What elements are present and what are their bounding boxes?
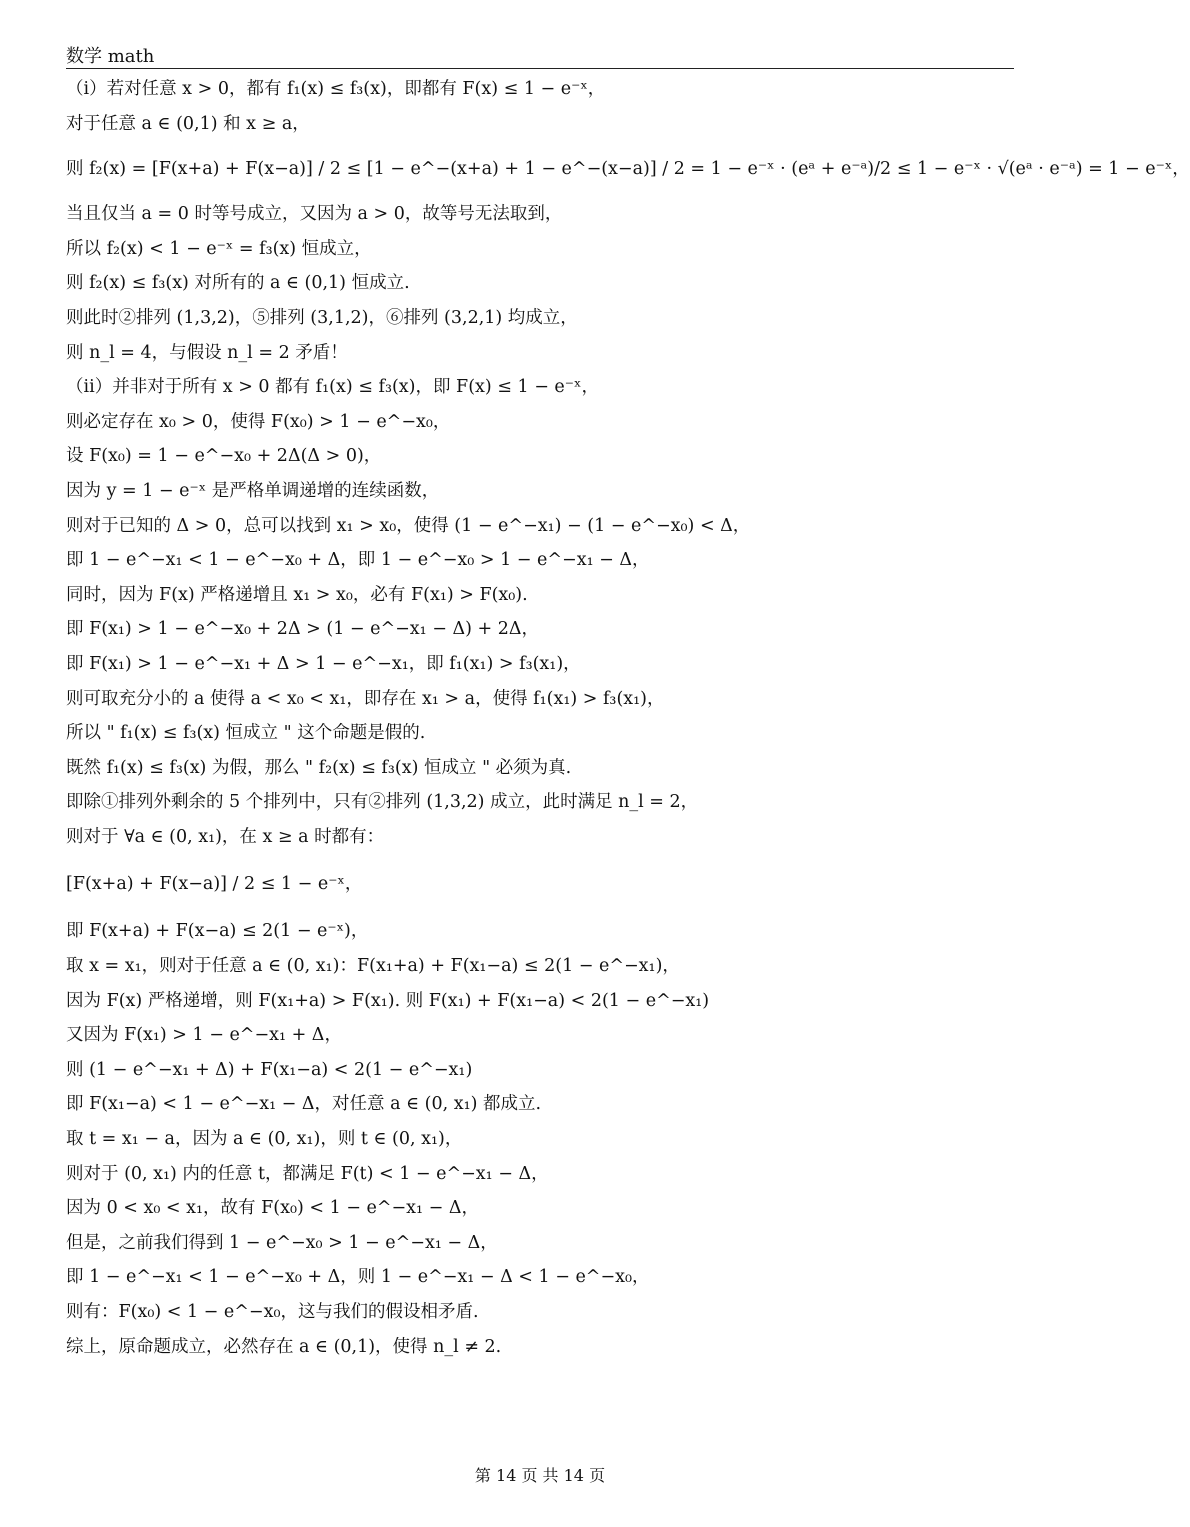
text-line: 所以 " f₁(x) ≤ f₃(x) 恒成立 " 这个命题是假的. xyxy=(66,723,426,744)
page-number: 第 14 页 共 14 页 xyxy=(474,1466,606,1485)
text-line: 则 f₂(x) = [F(x+a) + F(x−a)] / 2 ≤ [1 − e^−(x+a) + 1 − e^−(x−a)] / 2 = 1 − e⁻ˣ · (eᵃ + e⁻ᵃ)/2 ≤ 1 − e⁻ˣ · √(eᵃ · e⁻ᵃ) = 1 − e⁻ˣ， xyxy=(66,159,1190,180)
text-line: 因为 F(x) 严格递增，则 F(x₁+a) > F(x₁). 则 F(x₁) + F(x₁−a) < 2(1 − e^−x₁) xyxy=(66,990,710,1011)
text-line: （i）若对任意 x > 0，都有 f₁(x) ≤ f₃(x)，即都有 F(x) ≤ 1 − e⁻ˣ， xyxy=(66,79,606,99)
text-line: 则 (1 − e^−x₁ + Δ) + F(x₁−a) < 2(1 − e^−x₁) xyxy=(66,1059,473,1080)
text-line: 则此时②排列 (1,3,2)，⑤排列 (3,1,2)，⑥排列 (3,2,1) 均成立， xyxy=(66,307,578,328)
text-line: 则对于已知的 Δ > 0，总可以找到 x₁ > x₀，使得 (1 − e^−x₁) − (1 − e^−x₀) < Δ， xyxy=(66,515,751,536)
text-line: 同时，因为 F(x) 严格递增且 x₁ > x₀，必有 F(x₁) > F(x₀). xyxy=(66,584,528,605)
page-footer xyxy=(0,1463,1080,1486)
text-line: 当且仅当 a = 0 时等号成立，又因为 a > 0，故等号无法取到， xyxy=(66,204,563,225)
document-body xyxy=(66,72,1190,1364)
text-line: （ii）并非对于所有 x > 0 都有 f₁(x) ≤ f₃(x)，即 F(x) ≤ 1 − e⁻ˣ， xyxy=(66,377,599,398)
text-line: 即 F(x₁) > 1 − e^−x₀ + 2Δ > (1 − e^−x₁ − Δ) + 2Δ， xyxy=(66,619,540,640)
text-line: 则 n_l = 4，与假设 n_l = 2 矛盾！ xyxy=(66,342,348,363)
text-line: [F(x+a) + F(x−a)] / 2 ≤ 1 − e⁻ˣ， xyxy=(66,874,363,895)
text-line: 设 F(x₀) = 1 − e^−x₀ + 2Δ(Δ > 0)， xyxy=(66,446,382,467)
text-line: 则对于 ∀a ∈ (0, x₁)，在 x ≥ a 时都有： xyxy=(66,826,385,847)
text-line: 即 F(x+a) + F(x−a) ≤ 2(1 − e⁻ˣ)， xyxy=(66,921,369,942)
text-line: 则对于 (0, x₁) 内的任意 t，都满足 F(t) < 1 − e^−x₁ − Δ， xyxy=(66,1163,549,1184)
text-line: 对于任意 a ∈ (0,1) 和 x ≥ a， xyxy=(66,113,310,134)
text-line: 取 t = x₁ − a，因为 a ∈ (0, x₁)，则 t ∈ (0, x₁)， xyxy=(66,1129,463,1150)
text-line: 即除①排列外剩余的 5 个排列中，只有②排列 (1,3,2) 成立，此时满足 n_l = 2， xyxy=(66,792,699,813)
text-line: 因为 y = 1 − e⁻ˣ 是严格单调递增的连续函数， xyxy=(66,480,440,501)
text-line: 即 F(x₁) > 1 − e^−x₁ + Δ > 1 − e^−x₁，即 f₁(x₁) > f₃(x₁)， xyxy=(66,653,581,674)
text-line: 则 f₂(x) ≤ f₃(x) 对所有的 a ∈ (0,1) 恒成立. xyxy=(66,273,410,294)
text-line: 所以 f₂(x) < 1 − e⁻ˣ = f₃(x) 恒成立， xyxy=(66,238,372,259)
text-line: 即 F(x₁−a) < 1 − e^−x₁ − Δ，对任意 a ∈ (0, x₁) 都成立. xyxy=(66,1094,542,1115)
text-line: 取 x = x₁，则对于任意 a ∈ (0, x₁)：F(x₁+a) + F(x₁−a) ≤ 2(1 − e^−x₁)， xyxy=(66,956,680,977)
page-header xyxy=(66,40,1014,69)
text-line: 则有：F(x₀) < 1 − e^−x₀，这与我们的假设相矛盾. xyxy=(66,1302,479,1322)
text-line: 但是，之前我们得到 1 − e^−x₀ > 1 − e^−x₁ − Δ， xyxy=(66,1232,498,1253)
header-title: 数学 math xyxy=(66,46,155,67)
text-line: 综上，原命题成立，必然存在 a ∈ (0,1)，使得 n_l ≠ 2. xyxy=(66,1336,502,1357)
text-line: 则可取充分小的 a 使得 a < x₀ < x₁，即存在 x₁ > a，使得 f₁(x₁) > f₃(x₁)， xyxy=(66,688,665,709)
text-line: 即 1 − e^−x₁ < 1 − e^−x₀ + Δ，即 1 − e^−x₀ > 1 − e^−x₁ − Δ， xyxy=(66,550,650,571)
text-line: 既然 f₁(x) ≤ f₃(x) 为假，那么 " f₂(x) ≤ f₃(x) 恒成立 " 必须为真. xyxy=(66,757,572,778)
text-line: 因为 0 < x₀ < x₁，故有 F(x₀) < 1 − e^−x₁ − Δ， xyxy=(66,1198,479,1219)
text-line: 则必定存在 x₀ > 0，使得 F(x₀) > 1 − e^−x₀， xyxy=(66,411,451,432)
text-line: 又因为 F(x₁) > 1 − e^−x₁ + Δ， xyxy=(66,1025,342,1046)
text-line: 即 1 − e^−x₁ < 1 − e^−x₀ + Δ，则 1 − e^−x₁ − Δ < 1 − e^−x₀， xyxy=(66,1267,650,1288)
